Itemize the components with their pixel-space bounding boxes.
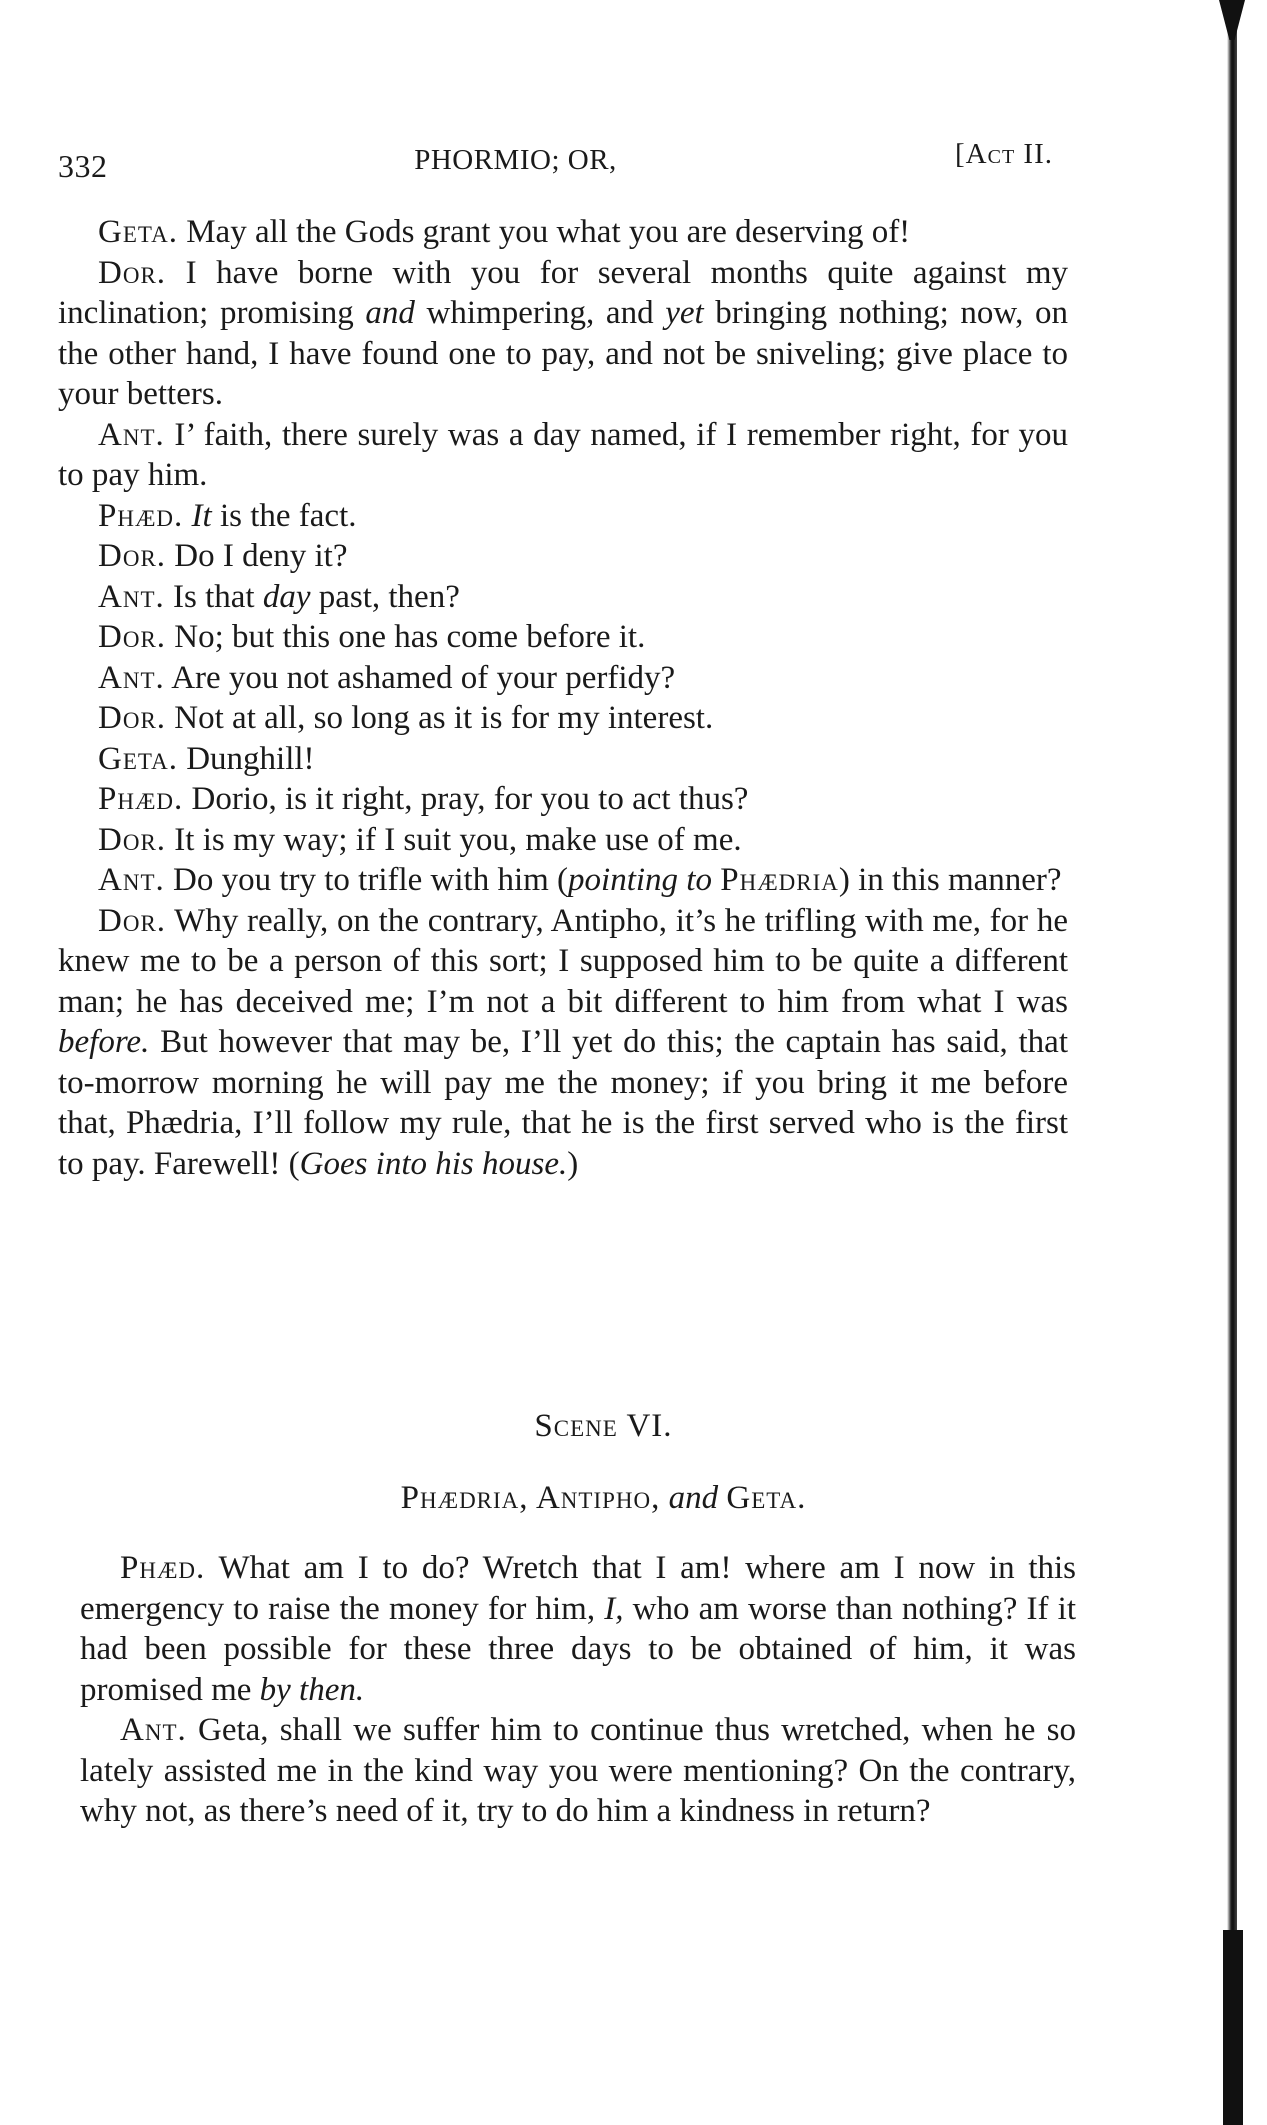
stage-direction-name: Phædria xyxy=(720,862,839,898)
speech-text: bringing nothing; now, on the other hand, I have found one to pay, and not be sniveling; give place to your betters. xyxy=(58,295,1068,412)
binding-top-mark xyxy=(1219,0,1245,40)
speaker-name: Phæd. xyxy=(98,781,184,817)
scene-title: Scene VI. xyxy=(534,1408,673,1444)
speech-italic: yet xyxy=(665,295,704,331)
speech xyxy=(58,860,1068,901)
speech xyxy=(58,253,1068,415)
speech-text: Dunghill! xyxy=(186,740,315,777)
persons-list: Phædria, Antipho, xyxy=(400,1480,661,1516)
binding-bottom-mark xyxy=(1223,1930,1243,2125)
speech-text: is the fact. xyxy=(211,497,357,534)
speech xyxy=(58,496,1068,537)
speech xyxy=(58,212,1068,253)
speech-italic: day xyxy=(262,578,311,615)
speech xyxy=(58,779,1068,820)
speech-text xyxy=(712,862,720,898)
act-label: [Act II. xyxy=(955,138,1053,170)
speech xyxy=(58,820,1068,861)
speech xyxy=(80,1710,1076,1832)
speech-text: I’ faith, there surely was a day named, if I remember right, for you to pay him. xyxy=(58,416,1069,493)
speaker-name: Ant. xyxy=(98,862,165,898)
speaker-name: Ant. xyxy=(98,416,165,453)
speaker-name: Dor. xyxy=(98,821,167,858)
speech xyxy=(58,577,1068,618)
speaker-name: Phæd. xyxy=(120,1550,206,1586)
speech-text: Are you not ashamed of your perfidy? xyxy=(171,659,676,696)
scene-heading xyxy=(0,1408,1267,1445)
speech-text: I have borne with you for several months quite against my inclination; promising xyxy=(58,254,1069,331)
stage-direction: Goes into his house. xyxy=(299,1145,568,1182)
speech-text: What am I to do? Wretch that I am! where am I now in this emergency to raise the money for him, xyxy=(80,1550,1077,1627)
stage-direction: pointing to xyxy=(568,862,712,898)
speaker-name: Dor. xyxy=(98,700,167,736)
speech-italic: It xyxy=(191,497,212,534)
speech xyxy=(58,901,1068,1185)
speech-text: Is that xyxy=(173,578,263,615)
speech-text: Why really, on the contrary, Antipho, it’s he trifling with me, for he knew me to be a person of this sort; I supposed him to be quite a different man; he has deceived me; I’m not a bit different to him from what I was xyxy=(58,902,1069,1020)
speech-text: ) in this manner? xyxy=(838,862,1062,898)
scene-v-dialogue xyxy=(58,212,1068,1184)
speech-text: Geta, shall we suffer him to continue thus wretched, when he so lately assisted me in the kind way you were mentioning? On the contrary, why not, as there’s need of it, try to do him a kindness in return? xyxy=(80,1712,1076,1829)
speaker-name: Ant. xyxy=(98,578,165,615)
speech-italic: by then. xyxy=(259,1671,365,1708)
speech-text: who am worse than nothing? If it had been possible for these three days to be obtained of him, it was promised me xyxy=(80,1590,1077,1708)
speaker-name: Ant. xyxy=(120,1712,187,1748)
speech xyxy=(58,739,1068,780)
speech-italic: before. xyxy=(58,1024,150,1060)
scene-persons xyxy=(0,1480,1267,1517)
speech-text: whimpering, and xyxy=(414,295,666,331)
speech-text: ) xyxy=(567,1145,579,1182)
speaker-name: Dor. xyxy=(98,619,167,655)
speech-italic: I, xyxy=(604,1590,624,1627)
page-binding-edge xyxy=(1227,0,1237,2125)
speaker-name: Dor. xyxy=(98,902,167,939)
speech-text: Dorio, is it right, pray, for you to act thus? xyxy=(191,781,749,817)
speech xyxy=(80,1548,1076,1710)
speech-text: But however that may be, I’ll yet do this; the captain has said, that to-morrow morning he will pay me the money; if you bring it me before that, Phædria, I’ll follow my rule, that he is the first served who is the first to pay. Farewell! ( xyxy=(58,1024,1068,1182)
page-number: 332 xyxy=(58,148,108,184)
speech xyxy=(58,698,1068,739)
speaker-name: Ant. xyxy=(98,659,165,696)
speaker-name: Geta. xyxy=(98,740,178,777)
persons-and: and xyxy=(668,1480,719,1516)
scene-vi-dialogue xyxy=(80,1548,1076,1832)
speech-italic: and xyxy=(365,295,415,331)
speech-text: Do I deny it? xyxy=(174,538,348,574)
speech-text: It is my way; if I suit you, make use of me. xyxy=(174,821,742,858)
speech xyxy=(58,536,1068,577)
running-header xyxy=(58,138,1063,188)
speech xyxy=(58,617,1068,658)
speech-text: Do you try to trifle with him ( xyxy=(173,862,569,898)
running-title: PHORMIO; OR, xyxy=(414,144,617,176)
speech xyxy=(58,415,1068,496)
speech-text: Not at all, so long as it is for my interest. xyxy=(174,700,714,736)
speech-text: No; but this one has come before it. xyxy=(174,619,646,655)
speech-text: May all the Gods grant you what you are deserving of! xyxy=(186,214,911,250)
speaker-name: Dor. xyxy=(98,254,167,291)
persons-last: Geta. xyxy=(726,1480,807,1516)
speech xyxy=(58,658,1068,699)
speaker-name: Phæd. xyxy=(98,497,184,534)
speaker-name: Dor. xyxy=(98,538,167,574)
speaker-name: Geta. xyxy=(98,214,178,250)
speech-text: past, then? xyxy=(310,578,460,615)
